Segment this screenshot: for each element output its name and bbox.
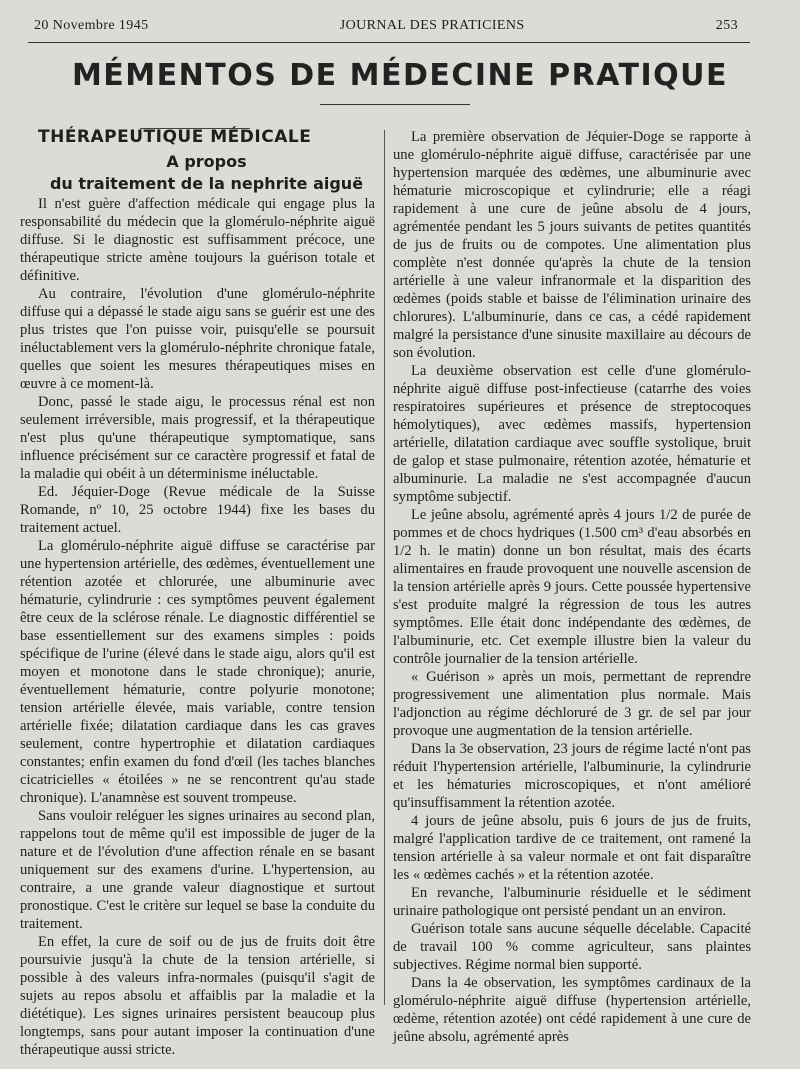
paragraph: Donc, passé le stade aigu, le processus rénal est non seulement irréversible, mais progressif, et la thérapeutique n'est plus qu'une thérapeutique symptomatique, sans influence précisément sur ce caractère progressif et fatal de la maladie qui obéit à un déterminisme inéluctable. bbox=[20, 394, 375, 482]
paragraph: Dans la 4e observation, les symptômes cardinaux de la glomérulo-néphrite aiguë diffuse (hypertension artérielle, œdème, rétention azotée) ont cédé rapidement à une cure de jeûne absolu, agrémenté après bbox=[393, 975, 751, 1045]
running-header bbox=[34, 18, 738, 40]
right-column bbox=[393, 128, 751, 1046]
paragraph: Sans vouloir reléguer les signes urinaires au second plan, rappelons tout de même qu'il est impossible de juger de la nature et de l'évolution d'une affection rénale en se basant uniquement sur des examens d'urine. L'hypertension, au contraire, a une grande valeur diagnostique et surtout pronostique. C'est le critère sur lequel se base la conduite du traitement. bbox=[20, 808, 375, 932]
page-title: MÉMENTOS DE MÉDECINE PRATIQUE bbox=[71, 58, 729, 93]
column-divider bbox=[384, 130, 385, 1005]
paragraph: Le jeûne absolu, agrémenté après 4 jours 1/2 de purée de pommes et de chocs hydriques (1.500 cm³ d'eau absorbés en 1/2 h. le matin) donne un bon résultat, mais des écarts alimentaires en fraude provoquent une nouvelle ascension de la tension artérielle après 9 jours. Cette poussée hypertensive s'est produite malgré la régression de tous les autres symptômes. Elle était donc indépendante des œdèmes, de l'albuminurie, etc. Cet exemple illustre bien la valeur du contrôle journalier de la tension artérielle. bbox=[393, 507, 751, 667]
paragraph: Ed. Jéquier-Doge (Revue médicale de la Suisse Romande, nº 10, 25 octobre 1944) fixe les bases du traitement actuel. bbox=[20, 484, 375, 536]
paragraph: En effet, la cure de soif ou de jus de fruits doit être poursuivie jusqu'à la chute de la tension artérielle, si possible à des valeurs infra-normales (puisqu'il s'agit de sujets au repos absolu et affaiblis par la maladie et la diététique). Les signes urinaires persistent beaucoup plus longtemps, sans pour autant imposer la continuation d'une thérapeutique aussi stricte. bbox=[20, 934, 375, 1058]
title-rule bbox=[320, 104, 470, 105]
paragraph: « Guérison » après un mois, permettant de reprendre progressivement une alimentation plus normale. Mais l'adjonction au régime déchloruré de 3 gr. de sel par jour provoque une augmentation de la tension artérielle. bbox=[393, 669, 751, 739]
paragraph: La deuxième observation est celle d'une glomérulo-néphrite aiguë diffuse post-infectieuse (catarrhe des voies respiratoires supérieures et présence de streptocoques hémolytiques), avec œdèmes massifs, hypertension artérielle, dilatation cardiaque avec souffle systolique, bruit de galop et stase pulmonaire, rétention azotée, hématurie et albuminurie. La maladie ne s'est accompagnée d'aucun symptôme subjectif. bbox=[393, 363, 751, 505]
journal-name: JOURNAL DES PRATICIENS bbox=[339, 18, 525, 33]
section-heading: THÉRAPEUTIQUE MÉDICALE bbox=[38, 127, 312, 147]
header-rule bbox=[28, 42, 750, 43]
page-number: 253 bbox=[715, 18, 738, 33]
paragraph: La glomérulo-néphrite aiguë diffuse se caractérise par une hypertension artérielle, des œdèmes, éventuellement une rétention azotée et chlorurée, une albuminurie avec hématurie, cylindrurie : ces symptômes peuvent également être ceux de la sclérose rénale. Le diagnostic différentiel se base essentiellement sur des examens simples : poids spécifique de l'urine (élevé dans le stade aigu, alors qu'il est moyen et monotone dans le stade chronique); anurie, éventuellement hématurie, contre polyurie monotone; tension artérielle élevée, mais variable, contre tension artérielle fixée; dilatation cardiaque dans les cas graves seulement, contre hypertrophie et dilatation cardiaques constantes; enfin examen du fond d'œil (les taches blanches cicatricielles « étoilées » ne se rencontrent qu'au stade chronique). L'anamnèse est souvent trompeuse. bbox=[20, 538, 375, 806]
paragraph: Au contraire, l'évolution d'une glomérulo-néphrite diffuse qui a dépassé le stade aigu sans se guérir est une des plus tristes que l'on puisse voir, puisqu'elle se poursuit inéluctablement vers la glomérulo-néphrite chronique fatale, quelles que soient les mesures thérapeutiques mises en œuvre à ce moment-là. bbox=[20, 286, 375, 392]
paragraph: Guérison totale sans aucune séquelle décelable. Capacité de travail 100 % comme agriculteur, sans plaintes subjectives. Régime normal bien supporté. bbox=[393, 921, 751, 973]
paragraph: La première observation de Jéquier-Doge se rapporte à une glomérulo-néphrite aiguë diffuse, caractérisée par une hypertension marquée des œdèmes, une albuminurie avec hématurie microscopique et cylindrurie; elle a réagi rapidement à une cure de jeûne absolu de 4 jours, agrémentée pendant les 5 jours suivants de petites quantités de jus de fruits ou de compotes. Une alimentation plus complète n'est donnée qu'après la chute de la tension artérielle à une valeur infranormale et la disparition des œdèmes (poids stable et baisse de l'élimination urinaire des chlorures). L'albuminurie, dans ce cas, a cédé rapidement malgré la persistance d'une sinusite maxillaire au décours de son évolution. bbox=[393, 129, 751, 361]
paragraph: En revanche, l'albuminurie résiduelle et le sédiment urinaire pathologique ont persisté pendant un an environ. bbox=[393, 885, 751, 919]
article-title-line-2: du traitement de la nephrite aiguë bbox=[49, 174, 364, 193]
paragraph: Il n'est guère d'affection médicale qui engage plus la responsabilité du médecin que la glomérulo-néphrite aiguë diffuse. Si le diagnostic est suffisamment précoce, une thérapeutique stricte amène toujours la guérison totale et définitive. bbox=[20, 196, 375, 284]
left-column bbox=[20, 128, 375, 1059]
paragraph: Dans la 3e observation, 23 jours de régime lacté n'ont pas réduit l'hypertension artérielle, l'albuminurie, la cylindrurie et les hématuries microscopiques, et n'ont amélioré qu'insuffisamment la rétention azotée. bbox=[393, 741, 751, 811]
issue-date: 20 Novembre 1945 bbox=[34, 18, 149, 33]
paragraph: 4 jours de jeûne absolu, puis 6 jours de jus de fruits, malgré l'application tardive de ce traitement, ont ramené la tension artérielle à sa valeur normale et ont fait disparaître les « œdèmes cachés » et la rétention azotée. bbox=[393, 813, 751, 883]
article-title bbox=[20, 151, 375, 195]
article-title-line-1: A propos bbox=[166, 152, 247, 171]
